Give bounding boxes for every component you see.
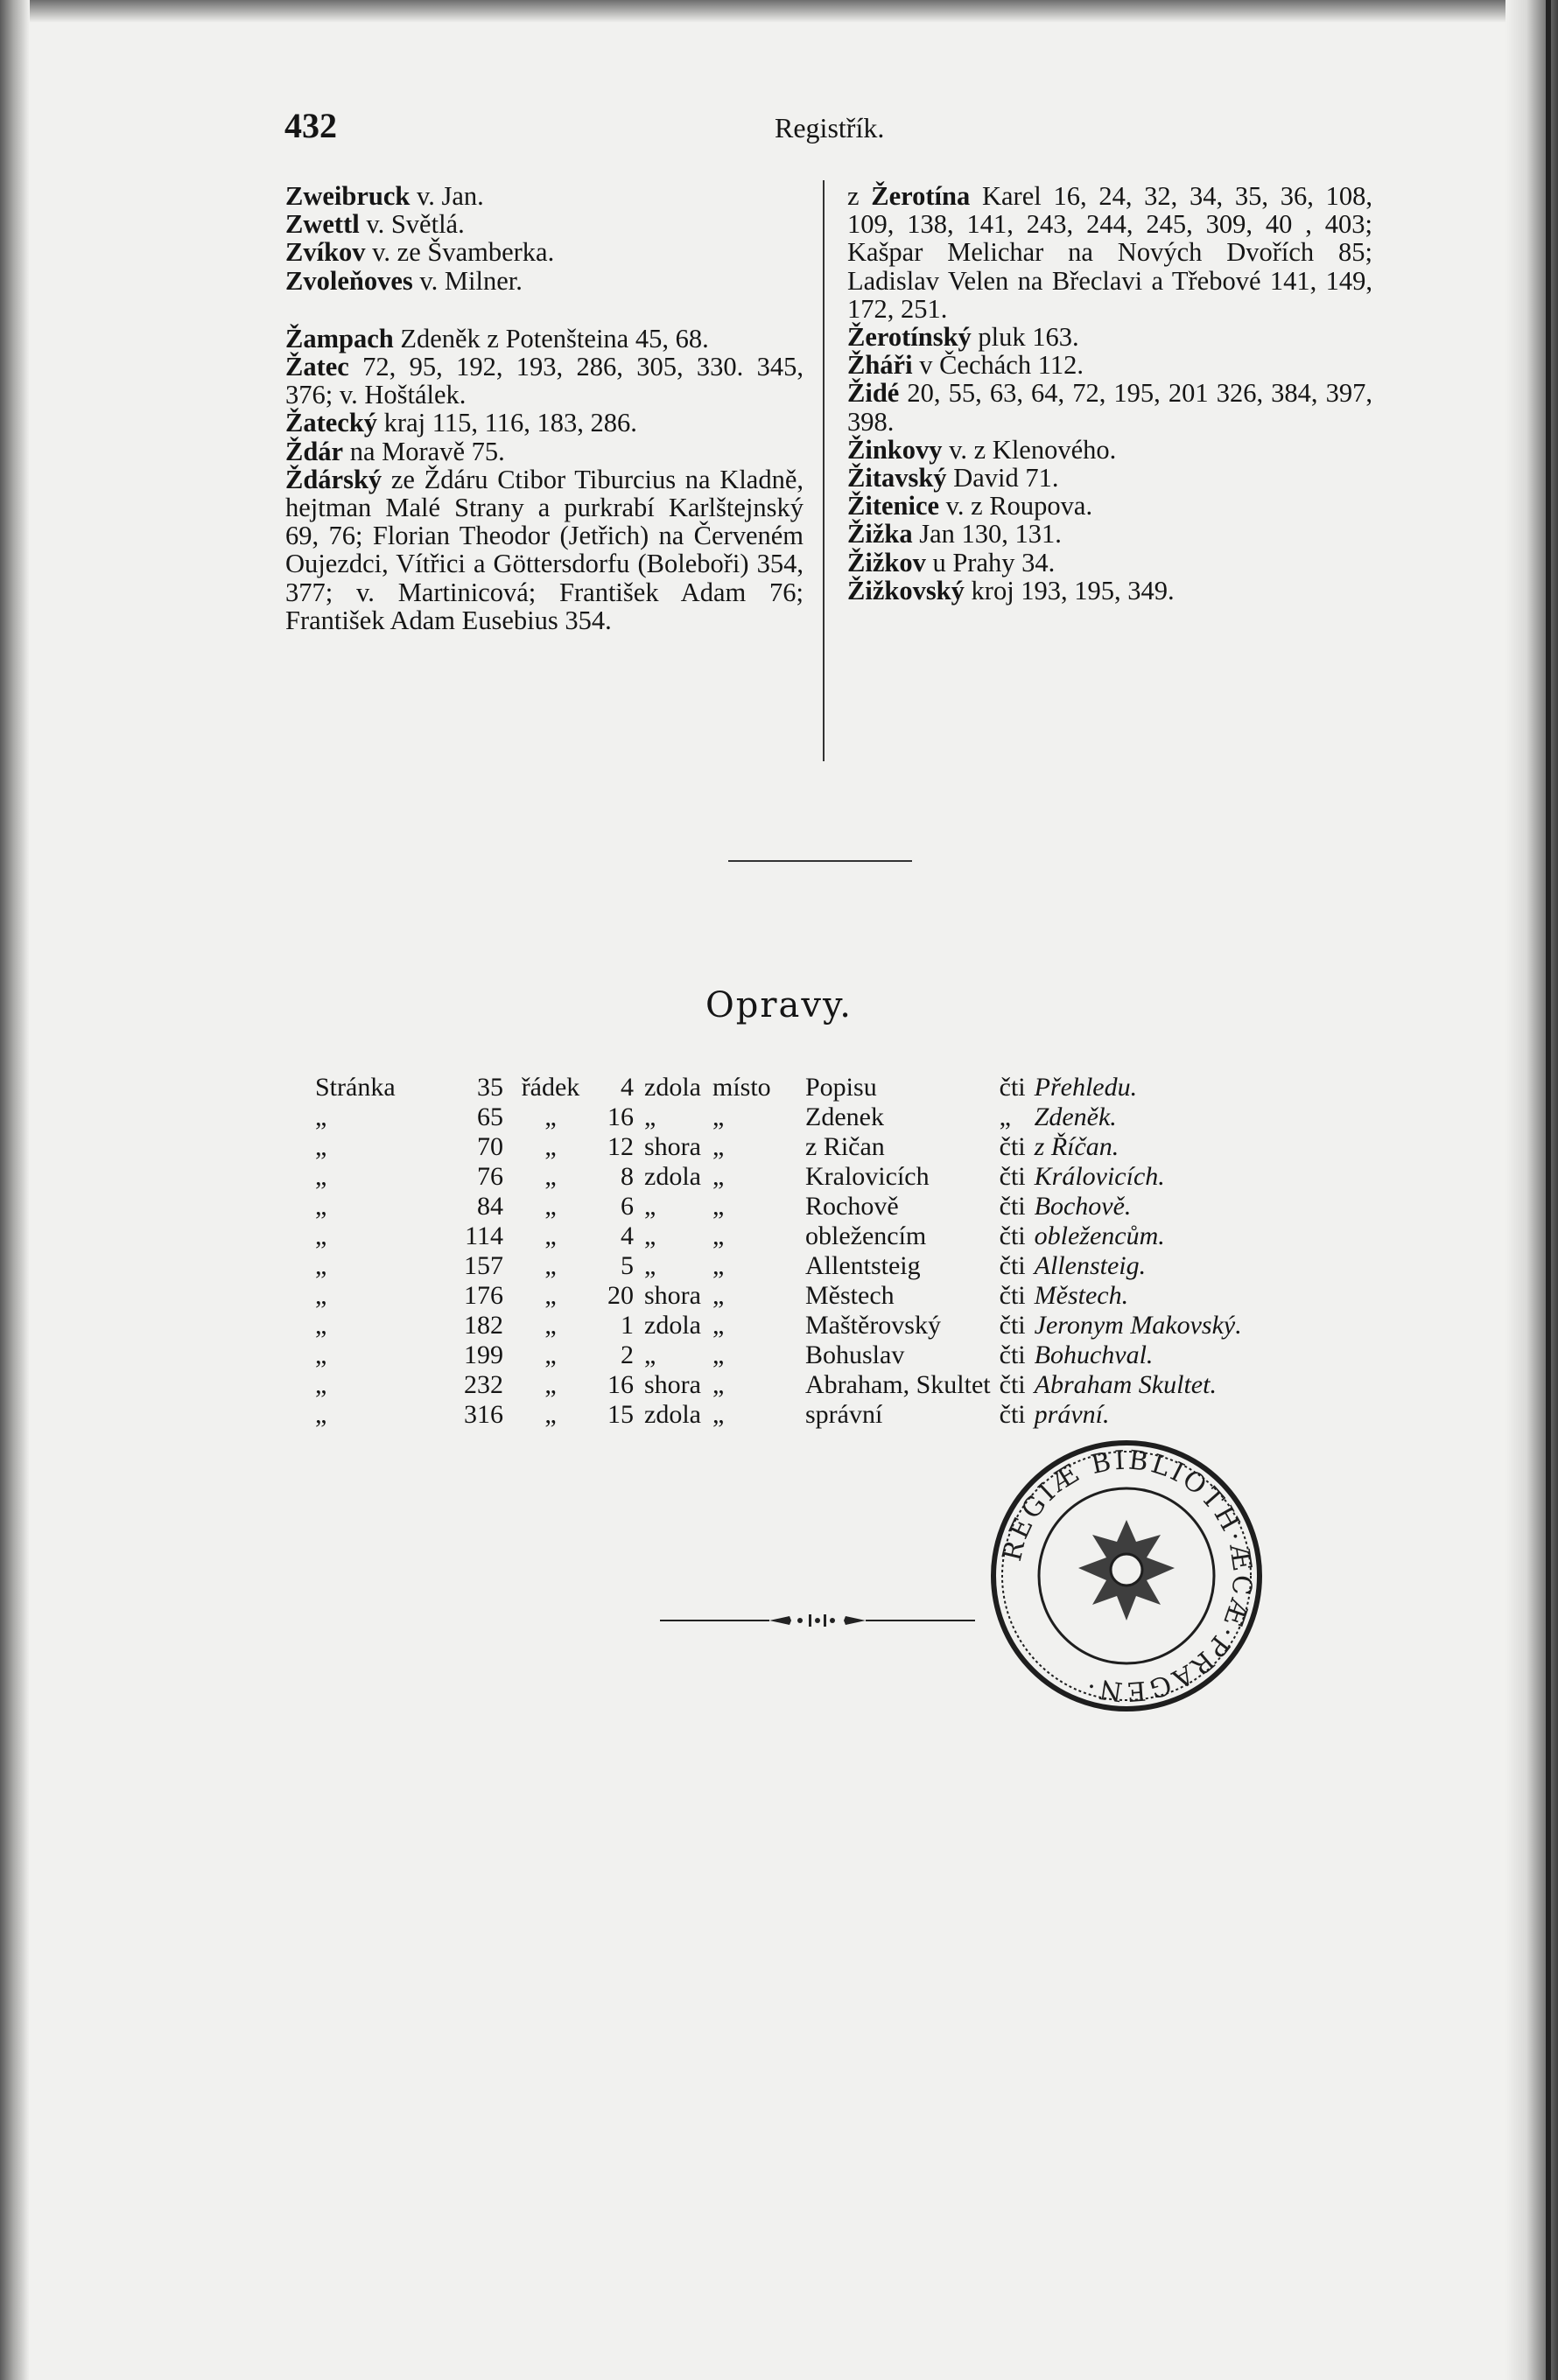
- entry-text: v. z Roupova.: [939, 491, 1093, 522]
- errata-line-number: 6: [621, 1192, 634, 1221]
- errata-wrong-text: Allentsteig: [805, 1251, 921, 1280]
- errata-correct-text: Královicích.: [1034, 1162, 1165, 1191]
- errata-row: [315, 1132, 1242, 1162]
- errata-col-label: „: [315, 1192, 327, 1221]
- index-entry: [847, 492, 1372, 520]
- errata-instead-of: „: [712, 1132, 725, 1161]
- errata-page-number: 76: [477, 1162, 503, 1191]
- index-entry: [285, 267, 804, 295]
- errata-instead-of: „: [712, 1251, 725, 1280]
- errata-instead-of: „: [712, 1311, 725, 1340]
- errata-line-number: 4: [621, 1222, 634, 1250]
- errata-page-number: 84: [477, 1192, 503, 1221]
- entry-headword: Zvíkov: [285, 237, 366, 268]
- index-entry: [847, 464, 1372, 492]
- page-header: [284, 105, 1396, 149]
- errata-wrong-text: správní: [805, 1400, 883, 1429]
- page-scan-edge-top: [0, 0, 1558, 23]
- index-entry: [847, 549, 1372, 577]
- errata-read-word: čti: [999, 1340, 1026, 1369]
- column-divider: [823, 180, 825, 761]
- errata-read-word: čti: [999, 1251, 1026, 1280]
- entry-text: Karel 16, 24, 32, 34, 35, 36, 108, 109, 138, 141, 243, 244, 245, 309, 40 , 403; Kašpar Melichar na Nových Dvořích 85; Ladislav Velen na Břeclavi a Třebové 141, 149, 172, 251.: [847, 181, 1372, 324]
- errata-correct-text: Městech.: [1034, 1281, 1129, 1310]
- errata-line-number: 4: [621, 1073, 634, 1102]
- errata-page-number: 157: [464, 1251, 503, 1280]
- index-column-left: [285, 182, 804, 634]
- entry-headword: Žižka: [847, 519, 913, 550]
- errata-col-line-word: „: [544, 1400, 557, 1429]
- errata-correct-text: z Říčan.: [1034, 1132, 1119, 1161]
- page-number: 432: [284, 106, 337, 145]
- errata-wrong-text: Bohuslav: [805, 1340, 905, 1369]
- entry-text: na Moravě 75.: [343, 436, 505, 466]
- errata-col-label: „: [315, 1340, 327, 1369]
- errata-row: [315, 1162, 1242, 1192]
- errata-direction: shora: [644, 1132, 701, 1161]
- errata-correct-text: Abraham Skultet.: [1034, 1370, 1217, 1399]
- entry-text: David 71.: [946, 463, 1059, 494]
- errata-row: [315, 1102, 1242, 1132]
- errata-col-line-word: „: [544, 1102, 557, 1131]
- errata-row: [315, 1400, 1242, 1430]
- index-entry: [285, 238, 804, 266]
- index-entry: [285, 182, 804, 210]
- errata-wrong-text: Abraham, Skultet: [805, 1370, 991, 1399]
- errata-page-number: 65: [477, 1102, 503, 1131]
- errata-col-line-word: „: [544, 1162, 557, 1191]
- errata-instead-of: místo: [712, 1073, 771, 1102]
- errata-row: [315, 1073, 1242, 1102]
- page-scan-edge-left: [0, 0, 30, 2380]
- errata-wrong-text: Zdenek: [805, 1102, 884, 1131]
- errata-row: [315, 1192, 1242, 1222]
- index-entry: [847, 379, 1372, 435]
- errata-read-word: čti: [999, 1132, 1026, 1161]
- errata-instead-of: „: [712, 1192, 725, 1221]
- tailpiece-ornament: [660, 1612, 975, 1629]
- errata-instead-of: „: [712, 1370, 725, 1399]
- index-entry: [847, 182, 1372, 323]
- index-entry: [285, 466, 804, 634]
- errata-correct-text: Allensteig.: [1034, 1251, 1147, 1280]
- errata-page-number: 70: [477, 1132, 503, 1161]
- entry-headword: Žitenice: [847, 491, 940, 522]
- errata-col-line-word: „: [544, 1311, 557, 1340]
- errata-instead-of: „: [712, 1162, 725, 1191]
- index-entry: [285, 325, 804, 353]
- errata-instead-of: „: [712, 1222, 725, 1250]
- errata-line-number: 1: [621, 1311, 634, 1340]
- entry-headword: Zweibruck: [285, 181, 411, 211]
- entry-text: v. z Klenového.: [942, 434, 1117, 465]
- errata-page-number: 114: [465, 1222, 503, 1250]
- errata-row: [315, 1340, 1242, 1370]
- entry-headword: Ždár: [285, 436, 344, 466]
- errata-correct-text: obležencům.: [1034, 1222, 1165, 1250]
- errata-col-label: „: [315, 1281, 327, 1310]
- entry-headword: Žižkov: [847, 547, 926, 578]
- index-entry: [285, 210, 804, 238]
- errata-direction: „: [644, 1102, 656, 1131]
- index-entry: [285, 409, 804, 437]
- errata-page-number: 316: [464, 1400, 503, 1429]
- index-entry: [847, 436, 1372, 464]
- entry-text: Zdeněk z Potenšteina 45, 68.: [393, 323, 709, 354]
- errata-col-label: „: [315, 1370, 327, 1399]
- entry-text: pluk 163.: [971, 322, 1079, 353]
- errata-col-line-word: „: [544, 1251, 557, 1280]
- index-column-right: [847, 182, 1372, 605]
- entry-text: v. Jan.: [410, 181, 484, 211]
- errata-col-label: Stránka: [315, 1073, 396, 1102]
- errata-wrong-text: Městech: [805, 1281, 895, 1310]
- errata-col-line-word: „: [544, 1222, 557, 1250]
- errata-instead-of: „: [712, 1281, 725, 1310]
- running-title: Registřík.: [775, 112, 885, 144]
- errata-table: [315, 1073, 1242, 1430]
- entry-text: u Prahy 34.: [925, 547, 1056, 578]
- entry-headword: Žatec: [285, 352, 349, 382]
- errata-direction: zdola: [644, 1311, 701, 1340]
- errata-row: [315, 1251, 1242, 1281]
- entry-headword: Zvoleňoves: [285, 265, 413, 296]
- errata-read-word: čti: [999, 1192, 1026, 1221]
- errata-col-label: „: [315, 1251, 327, 1280]
- errata-read-word: čti: [999, 1222, 1026, 1250]
- entry-text: v Čechách 112.: [912, 350, 1084, 381]
- errata-page-number: 232: [464, 1370, 503, 1399]
- errata-row: [315, 1311, 1242, 1340]
- errata-read-word: čti: [999, 1281, 1026, 1310]
- errata-direction: „: [644, 1222, 656, 1250]
- index-entry: [285, 353, 804, 409]
- errata-wrong-text: Maštěrovský: [805, 1311, 941, 1340]
- errata-wrong-text: z Ričan: [805, 1132, 885, 1161]
- errata-direction: shora: [644, 1370, 701, 1399]
- entry-text: 72, 95, 192, 193, 286, 305, 330. 345, 376; v. Hoštálek.: [285, 352, 804, 410]
- errata-read-word: „: [999, 1102, 1011, 1131]
- errata-row: [315, 1281, 1242, 1311]
- errata-wrong-text: Kralovicích: [805, 1162, 930, 1191]
- errata-read-word: čti: [999, 1073, 1026, 1102]
- errata-col-label: „: [315, 1400, 327, 1429]
- errata-page-number: 182: [464, 1311, 503, 1340]
- errata-read-word: čti: [999, 1311, 1026, 1340]
- errata-row: [315, 1222, 1242, 1251]
- errata-col-label: „: [315, 1222, 327, 1250]
- entry-headword: Ždárský: [285, 464, 382, 494]
- section-separator-rule: [728, 860, 912, 862]
- entry-headword: Žháři: [847, 350, 913, 381]
- entry-headword: Zwettl: [285, 209, 360, 240]
- index-entry: [847, 577, 1372, 605]
- errata-read-word: čti: [999, 1400, 1026, 1429]
- library-stamp-seal: [987, 1437, 1266, 1715]
- errata-col-line-word: „: [544, 1192, 557, 1221]
- errata-wrong-text: Popisu: [805, 1073, 877, 1102]
- entry-text: v. Milner.: [412, 265, 523, 296]
- errata-row: [315, 1370, 1242, 1400]
- errata-wrong-text: Rochově: [805, 1192, 899, 1221]
- errata-col-line-word: „: [544, 1340, 557, 1369]
- errata-line-number: 15: [607, 1400, 634, 1429]
- entry-headword: Žižkovský: [847, 575, 965, 606]
- entry-headword: Židé: [847, 378, 900, 409]
- entry-text: v. Světlá.: [359, 209, 465, 240]
- errata-col-label: „: [315, 1102, 327, 1131]
- errata-line-number: 2: [621, 1340, 634, 1369]
- errata-correct-text: Bochově.: [1034, 1192, 1132, 1221]
- errata-col-label: „: [315, 1162, 327, 1191]
- errata-col-label: „: [315, 1132, 327, 1161]
- svg-text:REGIÆ BIBLIOTH·ÆCÆ·PRAGEN·: REGIÆ BIBLIOTH·ÆCÆ·PRAGEN·: [997, 1445, 1258, 1707]
- errata-direction: „: [644, 1192, 656, 1221]
- entry-prefix: z: [847, 181, 872, 211]
- entry-text: v. ze Švamberka.: [365, 237, 555, 268]
- errata-line-number: 12: [607, 1132, 634, 1161]
- errata-instead-of: „: [712, 1400, 725, 1429]
- errata-col-line-word: „: [544, 1281, 557, 1310]
- errata-line-number: 20: [607, 1281, 634, 1310]
- index-entry: [847, 520, 1372, 548]
- errata-page-number: 35: [477, 1073, 503, 1102]
- index-entry: [285, 438, 804, 466]
- errata-line-number: 5: [621, 1251, 634, 1280]
- entry-headword: Žampach: [285, 323, 394, 354]
- entry-text: kroj 193, 195, 349.: [964, 575, 1175, 606]
- errata-correct-text: Bohuchval.: [1034, 1340, 1154, 1369]
- errata-title: Opravy.: [705, 985, 853, 1026]
- entry-text: 20, 55, 63, 64, 72, 195, 201 326, 384, 397, 398.: [847, 378, 1372, 437]
- errata-direction: zdola: [644, 1162, 701, 1191]
- entry-text: ze Ždáru Ctibor Tiburcius na Kladně, hejtman Malé Strany a purkrabí Karlštejnský 69, 76; Florian Theodor (Jetřich) na Červeném Oujezdci, Vítřici a Göttersdorfu (Boleboři) 354, 377; v. Martinicová; František Adam 76; František Adam Eusebius 354.: [285, 464, 804, 635]
- errata-line-number: 16: [607, 1370, 634, 1399]
- errata-read-word: čti: [999, 1370, 1026, 1399]
- errata-read-word: čti: [999, 1162, 1026, 1191]
- errata-page-number: 199: [464, 1340, 503, 1369]
- errata-instead-of: „: [712, 1340, 725, 1369]
- entry-text: kraj 115, 116, 183, 286.: [377, 408, 637, 438]
- errata-col-line-word: „: [544, 1370, 557, 1399]
- errata-line-number: 16: [607, 1102, 634, 1131]
- entry-headword: Žerotína: [871, 181, 971, 211]
- errata-direction: zdola: [644, 1073, 701, 1102]
- entry-headword: Žitavský: [847, 463, 947, 494]
- errata-page-number: 176: [464, 1281, 503, 1310]
- errata-direction: shora: [644, 1281, 701, 1310]
- entry-headword: Žatecký: [285, 408, 378, 438]
- errata-instead-of: „: [712, 1102, 725, 1131]
- errata-wrong-text: obležencím: [805, 1222, 927, 1250]
- index-entry: [847, 323, 1372, 351]
- errata-direction: zdola: [644, 1400, 701, 1429]
- errata-correct-text: Přehledu.: [1034, 1073, 1138, 1102]
- page-scan-edge-right-line: [1546, 0, 1551, 2380]
- errata-direction: „: [644, 1340, 656, 1369]
- entry-headword: Žinkovy: [847, 434, 943, 465]
- errata-col-line-word: řádek: [521, 1073, 580, 1102]
- errata-col-line-word: „: [544, 1132, 557, 1161]
- entry-headword: Žerotínský: [847, 322, 972, 353]
- errata-correct-text: Jeronym Makovský.: [1034, 1311, 1242, 1340]
- index-entry: [847, 351, 1372, 379]
- errata-direction: „: [644, 1251, 656, 1280]
- entry-text: Jan 130, 131.: [912, 519, 1062, 550]
- errata-col-label: „: [315, 1311, 327, 1340]
- errata-correct-text: právní.: [1034, 1400, 1110, 1429]
- errata-line-number: 8: [621, 1162, 634, 1191]
- errata-correct-text: Zdeněk.: [1034, 1102, 1117, 1131]
